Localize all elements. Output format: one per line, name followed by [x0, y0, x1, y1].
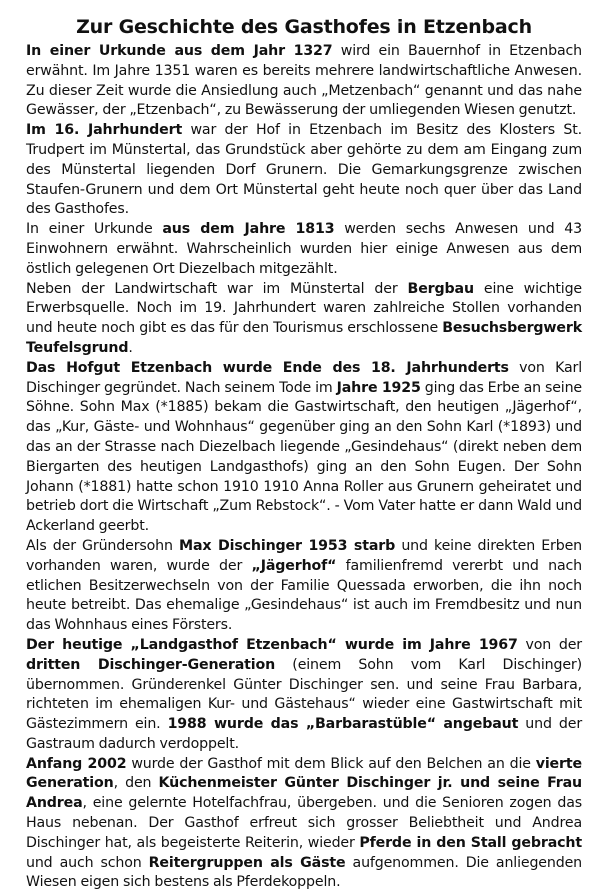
emphasized-text: Pferde in den Stall gebracht [359, 834, 582, 851]
emphasized-text: 1988 wurde das „Barbarastüble“ angebaut [167, 716, 519, 733]
text-run: von Karl Dischinger gegründet. Nach seinem Tode im [26, 359, 582, 396]
text-run: (einem Sohn vom Karl Dischinger) übernommen. Gründerenkel Günter Dischinger sen. und seine Frau Barbara, richteten im ehemaligen Kur- und Gästehaus“ wieder eine Gastwirtschaft mit Gästezimmern ein. [26, 656, 582, 733]
paragraph [26, 636, 582, 755]
text-run: wird ein Bauernhof in Etzenbach erwähnt. Im Jahre 1351 waren es bereits mehrere landwirtschaftliche Anwesen. Zu dieser Zeit wurde die Ansiedlung auch „Metzenbach“ genannt und das nahe Gewässer, der „Etzenbach“, zu Bewässerung der umliegenden Wiesen genutzt. [26, 43, 582, 119]
emphasized-text: Küchenmeister Günter Dischinger jr. und seine Frau Andrea [26, 775, 582, 812]
paragraph [26, 755, 582, 893]
text-run: familienfremd vererbt und nach etlichen Besitzerwechseln von der Familie Quessada erworben, die ihn noch heute betreibt. Das ehemalige „Gesindehaus“ ist auch im Fremdbesitz und nun das Wohnhaus eines Försters. [26, 557, 582, 634]
emphasized-text: Jahre 1925 [336, 379, 421, 396]
text-run: ging das Erbe an seine Söhne. Sohn Max (*1885) bekam die Gastwirtschaft, den heutigen „Jägerhof“, das „Kur, Gäste- und Wohnhaus“ gegenüber ging an den Sohn Karl (*1893) und das an der Strasse nach Diezelbach liegende „Gesindehaus“ (direkt neben dem Biergarten des heutigen Landgasthofs) ging an den Sohn Eugen. Der Sohn Johann (*1881) hatte schon 1910 1910 Anna Roller aus Grunern geheiratet und betrieb dort die Wirtschaft „Zum Rebstock“. - Vom Vater hatte er dann Wald und Ackerland geerbt. [26, 379, 583, 535]
emphasized-text: Das Hofgut Etzenbach wurde Ende des 18. Jahrhunderts [26, 359, 509, 376]
emphasized-text: Im 16. Jahrhundert [26, 122, 183, 139]
emphasized-text: In einer Urkunde aus dem Jahr 1327 [26, 43, 333, 59]
text-run: wurde der Gasthof mit dem Blick auf den Belchen an die [126, 755, 536, 772]
text-run: Als der Gründersohn [26, 537, 180, 554]
text-run: . [128, 339, 133, 356]
paragraph [26, 280, 582, 359]
text-run: werden sechs Anwesen und 43 Einwohnern erwähnt. Wahrscheinlich wurden hier einige Anwesen aus dem östlich gelegenen Ort Diezelbach mitgezählt. [26, 221, 582, 277]
emphasized-text: Anfang 2002 [26, 755, 127, 772]
emphasized-text: Bergbau [407, 280, 474, 297]
document-title: Zur Geschichte des Gasthofes in Etzenbach [76, 16, 532, 38]
paragraph [26, 537, 582, 636]
text-run: , eine gelernte Hotelfachfrau, übergeben. und die Senioren zogen das Haus nebenan. Der Gasthof erfreut sich grosser Beliebtheit und Andrea Dischinger hat, als begeisterte Reiterin, wieder [26, 795, 582, 851]
emphasized-text: aus dem Jahre 1813 [162, 221, 335, 238]
emphasized-text: Reitergruppen als Gäste [148, 854, 346, 871]
document-page [26, 14, 582, 893]
paragraph [26, 220, 582, 279]
text-run: Neben der Landwirtschaft war im Münstertal der [26, 280, 408, 297]
emphasized-text: vierte Generation [26, 755, 582, 792]
emphasized-text: Der heutige „Landgasthof Etzenbach“ wurde im Jahre 1967 [26, 636, 518, 653]
paragraph [26, 359, 582, 537]
text-run: eine wichtige Erwerbsquelle. Noch im 19. Jahrhundert waren zahlreiche Stollen vorhanden und heute noch gibt es das für den Tourismus erschlossene [26, 280, 583, 337]
paragraph [26, 121, 582, 220]
document-body [26, 42, 582, 893]
paragraph [26, 42, 582, 121]
text-run: aufgenommen. Die anliegenden Wiesen eigen sich bestens als Pferdekoppeln. [26, 854, 583, 891]
emphasized-text: „Jägerhof“ [251, 557, 337, 574]
text-run: war der Hof in Etzenbach im Besitz des Klosters St. Trudpert im Münstertal, das Grundstück aber gehörte zu dem am Eingang zum des Münstertal liegenden Dorf Grunern. Die Gemarkungsgrenze zwischen Staufen-Grunern und dem Ort Münstertal geht heute noch quer über das Land des Gasthofes. [26, 122, 582, 218]
text-run: In einer Urkunde [26, 221, 163, 238]
text-run: und keine direkten Erben vorhanden waren, wurde der [26, 537, 582, 574]
emphasized-text: Max Dischinger 1953 starb [179, 537, 396, 554]
text-run: von der [517, 636, 582, 653]
emphasized-text: dritten Dischinger-Generation [26, 656, 276, 673]
text-run: und auch schon [26, 854, 149, 871]
text-run: , den [113, 775, 159, 792]
text-run: und der Gastraum dadurch verdoppelt. [26, 716, 582, 752]
emphasized-text: Besuchsbergwerk Teufelsgrund [26, 320, 582, 356]
